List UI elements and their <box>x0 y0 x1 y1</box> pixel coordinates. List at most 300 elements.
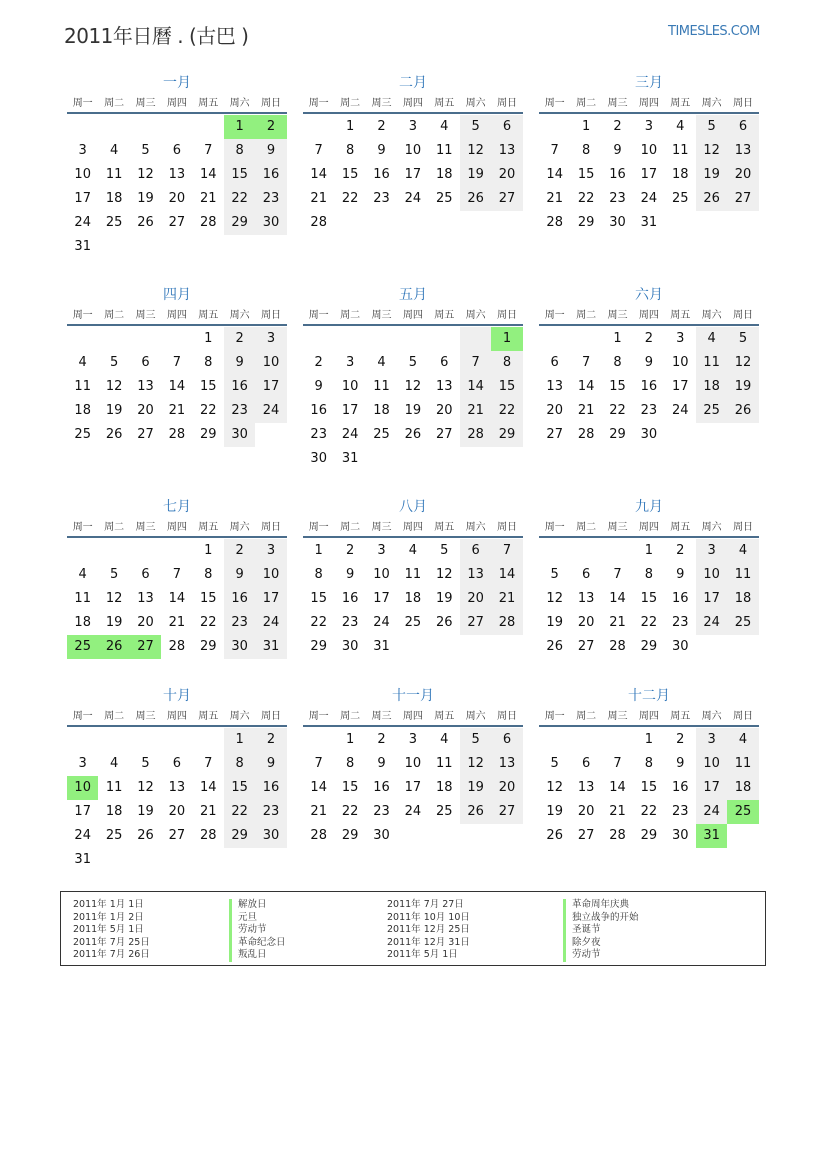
day-cell[interactable]: 7 <box>172 355 181 370</box>
day-cell[interactable]: 31 <box>74 852 91 867</box>
day-cell[interactable]: 21 <box>310 191 327 206</box>
day-cell[interactable]: 8 <box>644 567 653 582</box>
day-cell[interactable]: 4 <box>78 567 87 582</box>
day-cell[interactable]: 23 <box>224 399 255 423</box>
day-cell[interactable]: 27 <box>168 828 186 843</box>
day-cell[interactable]: 21 <box>310 804 327 819</box>
day-cell[interactable]: 1 <box>224 728 255 752</box>
day-cell[interactable]: 3 <box>696 539 727 563</box>
day-cell[interactable]: 5 <box>109 355 119 370</box>
day-cell[interactable]: 8 <box>345 756 355 771</box>
day-cell[interactable]: 16 <box>224 375 255 399</box>
day-cell[interactable]: 8 <box>613 355 622 370</box>
day-cell[interactable]: 11 <box>727 563 758 587</box>
day-cell[interactable]: 10 <box>255 351 286 375</box>
day-cell[interactable]: 27 <box>137 427 154 442</box>
day-cell[interactable]: 12 <box>696 139 727 163</box>
day-cell[interactable]: 4 <box>377 355 386 370</box>
day-cell[interactable]: 9 <box>377 143 386 158</box>
day-cell[interactable]: 9 <box>676 567 685 582</box>
day-cell[interactable]: 14 <box>310 780 327 795</box>
day-cell[interactable]: 15 <box>577 167 595 182</box>
day-cell[interactable]: 20 <box>168 804 186 819</box>
day-cell[interactable]: 10 <box>640 143 658 158</box>
day-cell[interactable]: 9 <box>314 379 323 394</box>
day-cell[interactable]: 20 <box>577 804 595 819</box>
day-cell[interactable]: 21 <box>577 403 595 418</box>
day-cell[interactable]: 20 <box>137 615 154 630</box>
day-cell[interactable]: 12 <box>105 379 123 394</box>
day-cell[interactable]: 29 <box>609 427 626 442</box>
day-cell[interactable]: 23 <box>609 191 626 206</box>
day-cell[interactable]: 8 <box>204 567 213 582</box>
day-cell[interactable]: 5 <box>696 115 727 139</box>
day-cell[interactable]: 17 <box>341 403 359 418</box>
day-cell[interactable]: 23 <box>255 800 286 824</box>
day-cell[interactable]: 23 <box>671 615 689 630</box>
day-cell[interactable]: 16 <box>671 780 689 795</box>
day-cell[interactable]: 16 <box>671 591 689 606</box>
day-cell[interactable]: 28 <box>609 639 626 654</box>
day-cell[interactable]: 9 <box>644 355 653 370</box>
day-cell[interactable]: 24 <box>640 191 658 206</box>
day-cell[interactable]: 7 <box>613 756 622 771</box>
day-cell[interactable]: 13 <box>460 563 491 587</box>
day-cell[interactable]: 14 <box>460 375 491 399</box>
day-cell[interactable]: 12 <box>727 351 758 375</box>
day-cell[interactable]: 10 <box>404 756 422 771</box>
day-cell[interactable]: 9 <box>345 567 355 582</box>
day-cell[interactable]: 24 <box>404 804 422 819</box>
day-cell[interactable]: 21 <box>609 804 626 819</box>
day-cell[interactable]: 30 <box>373 828 390 843</box>
day-cell[interactable]: 7 <box>204 143 213 158</box>
day-cell[interactable]: 2 <box>676 543 685 558</box>
day-cell[interactable]: 3 <box>696 728 727 752</box>
day-cell[interactable]: 29 <box>224 824 255 848</box>
holiday-day-cell[interactable]: 25 <box>67 635 98 659</box>
day-cell[interactable]: 22 <box>609 403 626 418</box>
day-cell[interactable]: 16 <box>341 591 359 606</box>
day-cell[interactable]: 4 <box>109 756 119 771</box>
day-cell[interactable]: 23 <box>671 804 689 819</box>
site-brand[interactable]: TIMESLES.COM <box>668 24 760 39</box>
day-cell[interactable]: 30 <box>671 639 689 654</box>
day-cell[interactable]: 21 <box>199 804 217 819</box>
day-cell[interactable]: 30 <box>224 635 255 659</box>
day-cell[interactable]: 18 <box>74 403 91 418</box>
day-cell[interactable]: 28 <box>577 427 595 442</box>
day-cell[interactable]: 14 <box>199 780 217 795</box>
day-cell[interactable]: 30 <box>255 211 286 235</box>
day-cell[interactable]: 8 <box>224 752 255 776</box>
day-cell[interactable]: 22 <box>341 804 359 819</box>
day-cell[interactable]: 14 <box>546 167 563 182</box>
day-cell[interactable]: 25 <box>404 615 422 630</box>
day-cell[interactable]: 8 <box>224 139 255 163</box>
day-cell[interactable]: 25 <box>105 828 123 843</box>
day-cell[interactable]: 7 <box>172 567 181 582</box>
day-cell[interactable]: 9 <box>613 143 622 158</box>
day-cell[interactable]: 13 <box>577 591 595 606</box>
day-cell[interactable]: 5 <box>408 355 417 370</box>
day-cell[interactable]: 13 <box>168 780 186 795</box>
day-cell[interactable]: 29 <box>199 427 217 442</box>
day-cell[interactable]: 6 <box>550 355 559 370</box>
day-cell[interactable]: 16 <box>373 780 390 795</box>
day-cell[interactable]: 20 <box>137 403 154 418</box>
day-cell[interactable]: 30 <box>224 423 255 447</box>
day-cell[interactable]: 14 <box>310 167 327 182</box>
day-cell[interactable]: 2 <box>314 355 323 370</box>
day-cell[interactable]: 16 <box>224 587 255 611</box>
day-cell[interactable]: 11 <box>74 379 91 394</box>
day-cell[interactable]: 17 <box>255 375 286 399</box>
day-cell[interactable]: 29 <box>640 639 658 654</box>
day-cell[interactable]: 1 <box>345 119 355 134</box>
day-cell[interactable]: 7 <box>314 143 323 158</box>
day-cell[interactable]: 18 <box>435 780 453 795</box>
day-cell[interactable]: 5 <box>727 327 758 351</box>
day-cell[interactable]: 10 <box>373 567 390 582</box>
day-cell[interactable]: 15 <box>341 167 359 182</box>
day-cell[interactable]: 20 <box>460 587 491 611</box>
day-cell[interactable]: 20 <box>491 163 522 187</box>
day-cell[interactable]: 4 <box>676 119 685 134</box>
day-cell[interactable]: 15 <box>640 591 658 606</box>
day-cell[interactable]: 27 <box>491 187 522 211</box>
day-cell[interactable]: 19 <box>137 804 154 819</box>
day-cell[interactable]: 7 <box>581 355 591 370</box>
day-cell[interactable]: 23 <box>310 427 327 442</box>
day-cell[interactable]: 26 <box>435 615 453 630</box>
day-cell[interactable]: 2 <box>644 331 653 346</box>
day-cell[interactable]: 23 <box>341 615 359 630</box>
day-cell[interactable]: 6 <box>440 355 449 370</box>
holiday-day-cell[interactable]: 1 <box>224 115 255 139</box>
day-cell[interactable]: 26 <box>460 800 491 824</box>
day-cell[interactable]: 9 <box>224 351 255 375</box>
day-cell[interactable]: 28 <box>199 215 217 230</box>
day-cell[interactable]: 31 <box>640 215 658 230</box>
day-cell[interactable]: 31 <box>255 635 286 659</box>
day-cell[interactable]: 15 <box>341 780 359 795</box>
day-cell[interactable]: 21 <box>199 191 217 206</box>
day-cell[interactable]: 24 <box>341 427 359 442</box>
day-cell[interactable]: 29 <box>577 215 595 230</box>
day-cell[interactable]: 8 <box>491 351 522 375</box>
day-cell[interactable]: 25 <box>696 399 727 423</box>
day-cell[interactable]: 19 <box>105 403 123 418</box>
day-cell[interactable]: 8 <box>204 355 213 370</box>
day-cell[interactable]: 25 <box>105 215 123 230</box>
day-cell[interactable]: 18 <box>435 167 453 182</box>
day-cell[interactable]: 5 <box>460 115 491 139</box>
day-cell[interactable]: 1 <box>314 543 323 558</box>
day-cell[interactable]: 6 <box>141 355 150 370</box>
day-cell[interactable]: 4 <box>408 543 417 558</box>
day-cell[interactable]: 2 <box>255 728 286 752</box>
day-cell[interactable]: 29 <box>310 639 327 654</box>
day-cell[interactable]: 24 <box>373 615 390 630</box>
day-cell[interactable]: 1 <box>644 543 653 558</box>
day-cell[interactable]: 19 <box>546 804 563 819</box>
day-cell[interactable]: 8 <box>314 567 323 582</box>
day-cell[interactable]: 22 <box>224 800 255 824</box>
day-cell[interactable]: 17 <box>671 379 689 394</box>
day-cell[interactable]: 13 <box>435 379 453 394</box>
day-cell[interactable]: 22 <box>640 615 658 630</box>
day-cell[interactable]: 19 <box>435 591 453 606</box>
day-cell[interactable]: 2 <box>377 732 386 747</box>
day-cell[interactable]: 15 <box>491 375 522 399</box>
day-cell[interactable]: 8 <box>345 143 355 158</box>
day-cell[interactable]: 9 <box>676 756 685 771</box>
day-cell[interactable]: 11 <box>671 143 689 158</box>
day-cell[interactable]: 12 <box>137 167 154 182</box>
day-cell[interactable]: 13 <box>137 379 154 394</box>
day-cell[interactable]: 26 <box>727 399 758 423</box>
day-cell[interactable]: 10 <box>74 167 91 182</box>
day-cell[interactable]: 10 <box>255 563 286 587</box>
day-cell[interactable]: 22 <box>640 804 658 819</box>
day-cell[interactable]: 19 <box>105 615 123 630</box>
day-cell[interactable]: 12 <box>105 591 123 606</box>
day-cell[interactable]: 13 <box>727 139 758 163</box>
day-cell[interactable]: 6 <box>581 567 591 582</box>
day-cell[interactable]: 28 <box>491 611 522 635</box>
day-cell[interactable]: 28 <box>310 215 327 230</box>
day-cell[interactable]: 18 <box>105 191 123 206</box>
day-cell[interactable]: 2 <box>345 543 355 558</box>
day-cell[interactable]: 26 <box>460 187 491 211</box>
day-cell[interactable]: 22 <box>199 615 217 630</box>
day-cell[interactable]: 7 <box>460 351 491 375</box>
day-cell[interactable]: 11 <box>727 752 758 776</box>
day-cell[interactable]: 28 <box>168 639 186 654</box>
holiday-day-cell[interactable]: 26 <box>98 635 129 659</box>
day-cell[interactable]: 6 <box>727 115 758 139</box>
day-cell[interactable]: 12 <box>460 752 491 776</box>
day-cell[interactable]: 1 <box>204 543 213 558</box>
day-cell[interactable]: 18 <box>74 615 91 630</box>
day-cell[interactable]: 30 <box>609 215 626 230</box>
day-cell[interactable]: 8 <box>581 143 591 158</box>
day-cell[interactable]: 30 <box>341 639 359 654</box>
day-cell[interactable]: 11 <box>696 351 727 375</box>
day-cell[interactable]: 17 <box>74 191 91 206</box>
day-cell[interactable]: 19 <box>137 191 154 206</box>
day-cell[interactable]: 14 <box>609 780 626 795</box>
day-cell[interactable]: 13 <box>577 780 595 795</box>
day-cell[interactable]: 9 <box>377 756 386 771</box>
day-cell[interactable]: 20 <box>491 776 522 800</box>
day-cell[interactable]: 11 <box>435 756 453 771</box>
day-cell[interactable]: 22 <box>341 191 359 206</box>
day-cell[interactable]: 10 <box>404 143 422 158</box>
day-cell[interactable]: 12 <box>435 567 453 582</box>
day-cell[interactable]: 11 <box>435 143 453 158</box>
day-cell[interactable]: 28 <box>460 423 491 447</box>
day-cell[interactable]: 4 <box>109 143 119 158</box>
day-cell[interactable]: 31 <box>74 239 91 254</box>
day-cell[interactable]: 30 <box>255 824 286 848</box>
day-cell[interactable]: 21 <box>168 615 186 630</box>
day-cell[interactable]: 31 <box>341 451 359 466</box>
day-cell[interactable]: 26 <box>105 427 123 442</box>
day-cell[interactable]: 28 <box>199 828 217 843</box>
day-cell[interactable]: 3 <box>78 756 87 771</box>
day-cell[interactable]: 11 <box>404 567 422 582</box>
day-cell[interactable]: 5 <box>141 143 150 158</box>
day-cell[interactable]: 3 <box>408 119 417 134</box>
day-cell[interactable]: 14 <box>199 167 217 182</box>
day-cell[interactable]: 20 <box>546 403 563 418</box>
day-cell[interactable]: 20 <box>168 191 186 206</box>
day-cell[interactable]: 11 <box>105 780 123 795</box>
day-cell[interactable]: 7 <box>491 539 522 563</box>
day-cell[interactable]: 22 <box>224 187 255 211</box>
day-cell[interactable]: 10 <box>696 752 727 776</box>
day-cell[interactable]: 17 <box>640 167 658 182</box>
day-cell[interactable]: 19 <box>460 163 491 187</box>
day-cell[interactable]: 1 <box>345 732 355 747</box>
day-cell[interactable]: 15 <box>310 591 327 606</box>
day-cell[interactable]: 9 <box>255 752 286 776</box>
day-cell[interactable]: 17 <box>255 587 286 611</box>
day-cell[interactable]: 27 <box>491 800 522 824</box>
day-cell[interactable]: 10 <box>341 379 359 394</box>
day-cell[interactable]: 19 <box>696 163 727 187</box>
day-cell[interactable]: 23 <box>373 804 390 819</box>
holiday-day-cell[interactable]: 27 <box>130 635 161 659</box>
day-cell[interactable]: 26 <box>137 215 154 230</box>
day-cell[interactable]: 21 <box>460 399 491 423</box>
day-cell[interactable]: 20 <box>577 615 595 630</box>
day-cell[interactable]: 5 <box>109 567 119 582</box>
day-cell[interactable]: 2 <box>613 119 622 134</box>
day-cell[interactable]: 24 <box>404 191 422 206</box>
day-cell[interactable]: 7 <box>314 756 323 771</box>
day-cell[interactable]: 4 <box>696 327 727 351</box>
day-cell[interactable]: 30 <box>671 828 689 843</box>
day-cell[interactable]: 6 <box>172 143 181 158</box>
day-cell[interactable]: 20 <box>727 163 758 187</box>
day-cell[interactable]: 29 <box>640 828 658 843</box>
day-cell[interactable]: 5 <box>550 756 559 771</box>
day-cell[interactable]: 4 <box>440 732 449 747</box>
day-cell[interactable]: 15 <box>199 379 217 394</box>
day-cell[interactable]: 11 <box>373 379 390 394</box>
day-cell[interactable]: 6 <box>581 756 591 771</box>
day-cell[interactable]: 30 <box>310 451 327 466</box>
day-cell[interactable]: 26 <box>546 639 563 654</box>
day-cell[interactable]: 27 <box>168 215 186 230</box>
day-cell[interactable]: 25 <box>373 427 390 442</box>
day-cell[interactable]: 2 <box>224 539 255 563</box>
day-cell[interactable]: 1 <box>644 732 653 747</box>
day-cell[interactable]: 19 <box>727 375 758 399</box>
day-cell[interactable]: 24 <box>696 800 727 824</box>
day-cell[interactable]: 18 <box>404 591 422 606</box>
day-cell[interactable]: 25 <box>435 191 453 206</box>
day-cell[interactable]: 4 <box>727 728 758 752</box>
day-cell[interactable]: 2 <box>377 119 386 134</box>
day-cell[interactable]: 26 <box>546 828 563 843</box>
day-cell[interactable]: 10 <box>696 563 727 587</box>
day-cell[interactable]: 28 <box>310 828 327 843</box>
day-cell[interactable]: 18 <box>105 804 123 819</box>
day-cell[interactable]: 10 <box>671 355 689 370</box>
holiday-day-cell[interactable]: 10 <box>67 776 98 800</box>
day-cell[interactable]: 4 <box>727 539 758 563</box>
day-cell[interactable]: 21 <box>546 191 563 206</box>
day-cell[interactable]: 27 <box>460 611 491 635</box>
day-cell[interactable]: 17 <box>696 587 727 611</box>
day-cell[interactable]: 30 <box>640 427 658 442</box>
day-cell[interactable]: 17 <box>404 167 422 182</box>
day-cell[interactable]: 24 <box>74 828 91 843</box>
day-cell[interactable]: 28 <box>546 215 563 230</box>
day-cell[interactable]: 4 <box>440 119 449 134</box>
day-cell[interactable]: 13 <box>546 379 563 394</box>
day-cell[interactable]: 21 <box>609 615 626 630</box>
day-cell[interactable]: 25 <box>727 611 758 635</box>
day-cell[interactable]: 24 <box>255 611 286 635</box>
day-cell[interactable]: 23 <box>640 403 658 418</box>
day-cell[interactable]: 23 <box>373 191 390 206</box>
day-cell[interactable]: 24 <box>671 403 689 418</box>
day-cell[interactable]: 3 <box>408 732 417 747</box>
day-cell[interactable]: 23 <box>255 187 286 211</box>
day-cell[interactable]: 15 <box>640 780 658 795</box>
day-cell[interactable]: 29 <box>199 639 217 654</box>
day-cell[interactable]: 12 <box>404 379 422 394</box>
day-cell[interactable]: 9 <box>255 139 286 163</box>
day-cell[interactable]: 7 <box>550 143 559 158</box>
day-cell[interactable]: 13 <box>491 752 522 776</box>
day-cell[interactable]: 14 <box>609 591 626 606</box>
day-cell[interactable]: 5 <box>550 567 559 582</box>
day-cell[interactable]: 19 <box>546 615 563 630</box>
day-cell[interactable]: 18 <box>671 167 689 182</box>
day-cell[interactable]: 27 <box>727 187 758 211</box>
day-cell[interactable]: 15 <box>224 776 255 800</box>
day-cell[interactable]: 3 <box>676 331 685 346</box>
day-cell[interactable]: 16 <box>609 167 626 182</box>
day-cell[interactable]: 19 <box>404 403 422 418</box>
day-cell[interactable]: 1 <box>204 331 213 346</box>
day-cell[interactable]: 27 <box>577 639 595 654</box>
day-cell[interactable]: 12 <box>546 780 563 795</box>
day-cell[interactable]: 3 <box>345 355 355 370</box>
day-cell[interactable]: 15 <box>224 163 255 187</box>
day-cell[interactable]: 1 <box>613 331 622 346</box>
day-cell[interactable]: 6 <box>460 539 491 563</box>
day-cell[interactable]: 3 <box>377 543 386 558</box>
day-cell[interactable]: 20 <box>435 403 453 418</box>
day-cell[interactable]: 5 <box>460 728 491 752</box>
day-cell[interactable]: 27 <box>546 427 563 442</box>
day-cell[interactable]: 5 <box>141 756 150 771</box>
day-cell[interactable]: 12 <box>546 591 563 606</box>
day-cell[interactable]: 6 <box>141 567 150 582</box>
day-cell[interactable]: 2 <box>224 327 255 351</box>
day-cell[interactable]: 6 <box>491 728 522 752</box>
day-cell[interactable]: 27 <box>435 427 453 442</box>
day-cell[interactable]: 22 <box>491 399 522 423</box>
day-cell[interactable]: 11 <box>74 591 91 606</box>
